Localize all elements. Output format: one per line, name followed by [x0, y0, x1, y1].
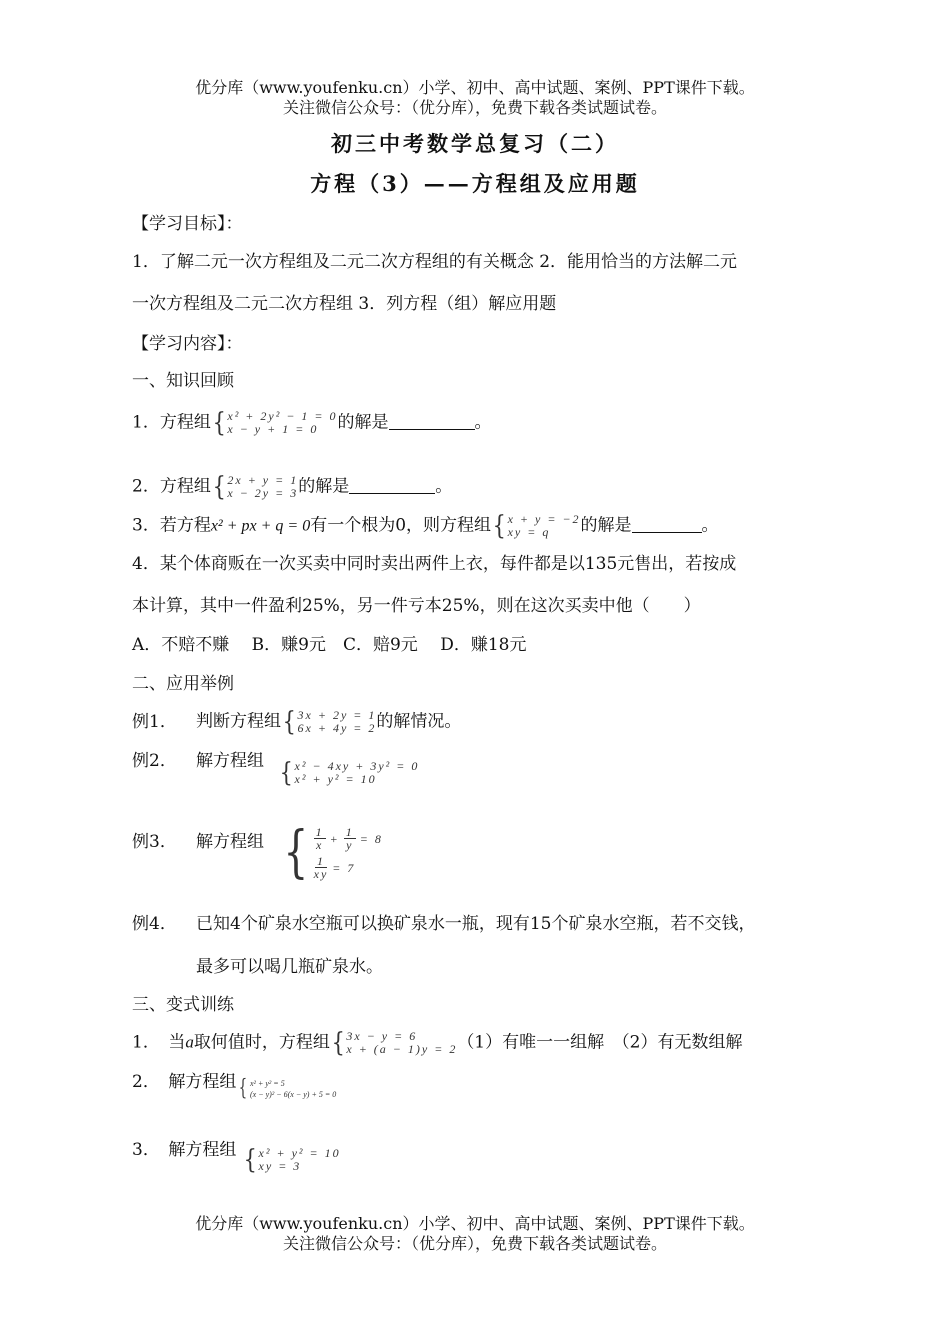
- s1-q4-line-1: 4．某个体商贩在一次买卖中同时卖出两件上衣，每件都是以135元售出，若按成: [132, 554, 737, 574]
- content-heading: 【学习内容】：: [132, 334, 243, 354]
- answer-blank[interactable]: [389, 413, 475, 430]
- example-1: [132, 709, 461, 735]
- example-2: [132, 750, 264, 772]
- header-line-1: 优分库（www.youfenku.cn）小学、初中、高中试题、案例、PPT课件下载。: [195, 78, 755, 97]
- brace-icon: {: [238, 1076, 248, 1101]
- s1-q1-eq2: x − y + 1 = 0: [227, 422, 319, 436]
- goals-heading: 【学习目标】：: [132, 214, 243, 234]
- s1-q2-system: [211, 474, 298, 500]
- ex4-line-2: 最多可以喝几瓶矿泉水。: [196, 957, 383, 977]
- ex1-suffix: 的解情况。: [376, 711, 462, 732]
- page-subtitle: 方程（3）——方程组及应用题: [310, 171, 640, 196]
- brace-icon: {: [212, 472, 226, 502]
- header-line-2: 关注微信公众号：（优分库），免费下载各类试题试卷。: [282, 98, 667, 117]
- s1-q3-eq1: x + y = −2: [507, 512, 581, 526]
- brace-icon: {: [492, 511, 506, 541]
- section1-heading: 一、知识回顾: [132, 371, 234, 391]
- ex3-eq1: $\frac{1}{x}$ + $\frac{1}{y}$ = 8: [315, 825, 383, 852]
- s3-q1-prefix: 1． 当: [132, 1032, 186, 1053]
- s1-q1-suffix: 的解是: [337, 412, 389, 433]
- s3-q1-suffix: （1）有唯一一组解 （2）有无数组解: [457, 1032, 743, 1053]
- s1-q4-line-2: 本计算，其中一件盈利25%，另一件亏本25%，则在这次买卖中他（ ）: [132, 596, 701, 616]
- section3-heading: 三、变式训练: [132, 995, 234, 1015]
- s3-q2-prefix: 2． 解方程组: [132, 1072, 237, 1092]
- s3-q3-system: [242, 1147, 341, 1173]
- s1-q3-suffix: 的解是: [580, 515, 632, 536]
- s1-q3-middle: 有一个根为0，则方程组: [310, 515, 492, 536]
- brace-icon: {: [212, 408, 226, 438]
- footer-line-2: 关注微信公众号：（优分库），免费下载各类试题试卷。: [282, 1234, 667, 1253]
- example-3: [132, 831, 264, 853]
- s1-q2-prefix: 2．方程组: [132, 476, 211, 497]
- s3-question-2: [132, 1071, 236, 1093]
- s1-question-1: [132, 410, 492, 436]
- ex3-eq2: $\frac{1}{xy}$ = 7: [313, 854, 356, 881]
- s1-q2-end: 。: [435, 476, 453, 497]
- brace-icon: {: [282, 707, 296, 737]
- ex3-prefix: 解方程组: [196, 832, 264, 852]
- s1-q2-eq2: x − 2y = 3: [227, 486, 299, 500]
- s3-question-3: [132, 1139, 236, 1161]
- s3-q2-system: [236, 1078, 336, 1100]
- s1-q3-system: [491, 513, 581, 539]
- answer-blank[interactable]: [632, 516, 702, 533]
- goals-line-1: 1．了解二元一次方程组及二元二次方程组的有关概念 2．能用恰当的方法解二元: [132, 252, 738, 272]
- s1-q3-equation: x² + px + q = 0: [210, 517, 311, 535]
- ex2-system-wrap: [278, 760, 419, 786]
- s3-q2-eq1: x² + y² = 5: [250, 1079, 285, 1088]
- s1-q1-eq1: x² + 2y² − 1 = 0: [227, 409, 338, 423]
- ex3-system-wrap: [278, 820, 383, 885]
- ex1-eq2: 6x + 4y = 2: [297, 721, 377, 735]
- s3-q3-system-wrap: [242, 1147, 341, 1173]
- s1-q3-eq2: xy = q: [507, 525, 551, 539]
- s1-q3-prefix: 3．若方程: [132, 515, 211, 536]
- brace-icon: {: [283, 820, 309, 885]
- brace-icon: {: [331, 1028, 345, 1058]
- ex2-eq2: x² + y² = 10: [294, 772, 377, 786]
- s1-question-2: [132, 474, 452, 500]
- s1-q1-system: [211, 410, 338, 436]
- s1-q2-suffix: 的解是: [298, 476, 350, 497]
- s1-q4-options: A．不赔不赚 B．赚9元 C．赔9元 D．赚18元: [132, 635, 527, 655]
- brace-icon: {: [243, 1145, 257, 1175]
- s3-q1-middle: 取何值时，方程组: [193, 1032, 330, 1053]
- s3-q1-eq1: 3x − y = 6: [346, 1029, 418, 1043]
- ex3-label: 例3．: [132, 832, 177, 852]
- s3-q3-eq2: xy = 3: [258, 1159, 302, 1173]
- ex4-label: 例4．: [132, 914, 177, 934]
- ex2-eq1: x² − 4xy + 3y² = 0: [294, 759, 420, 773]
- s3-q3-eq1: x² + y² = 10: [258, 1146, 341, 1160]
- example-4: [132, 913, 755, 935]
- ex1-label: 例1．: [132, 711, 177, 732]
- s1-question-3: [132, 513, 719, 539]
- answer-blank[interactable]: [349, 477, 435, 494]
- s3-q1-eq2: x + (a − 1)y = 2: [346, 1042, 458, 1056]
- s3-q2-eq2: (x − y)² − 6(x − y) + 5 = 0: [250, 1090, 337, 1099]
- s3-question-1: [132, 1030, 742, 1056]
- s3-q1-system: [330, 1030, 457, 1056]
- s1-q2-eq1: 2x + y = 1: [227, 473, 299, 487]
- s1-q1-end: 。: [474, 412, 492, 433]
- ex2-label: 例2．: [132, 751, 177, 771]
- ex2-prefix: 解方程组: [196, 751, 264, 771]
- s1-q1-prefix: 1．方程组: [132, 412, 211, 433]
- footer-line-1: 优分库（www.youfenku.cn）小学、初中、高中试题、案例、PPT课件下载。: [195, 1214, 755, 1233]
- page-title: 初三中考数学总复习（二）: [331, 131, 619, 156]
- section2-heading: 二、应用举例: [132, 674, 234, 694]
- brace-icon: {: [279, 758, 293, 788]
- s3-q2-system-wrap: [236, 1078, 336, 1100]
- s1-q3-end: 。: [701, 515, 719, 536]
- ex1-prefix: 判断方程组: [196, 711, 281, 732]
- ex4-line-1: 已知4个矿泉水空瓶可以换矿泉水一瓶，现有15个矿泉水空瓶，若不交钱，: [196, 914, 756, 934]
- s3-q3-prefix: 3． 解方程组: [132, 1140, 237, 1160]
- goals-line-2: 一次方程组及二元二次方程组 3．列方程（组）解应用题: [132, 294, 557, 314]
- ex3-system: [278, 820, 383, 885]
- ex2-system: [278, 760, 419, 786]
- ex1-eq1: 3x + 2y = 1: [297, 708, 377, 722]
- s3-q1-var: a: [185, 1032, 194, 1052]
- ex1-system: [281, 709, 376, 735]
